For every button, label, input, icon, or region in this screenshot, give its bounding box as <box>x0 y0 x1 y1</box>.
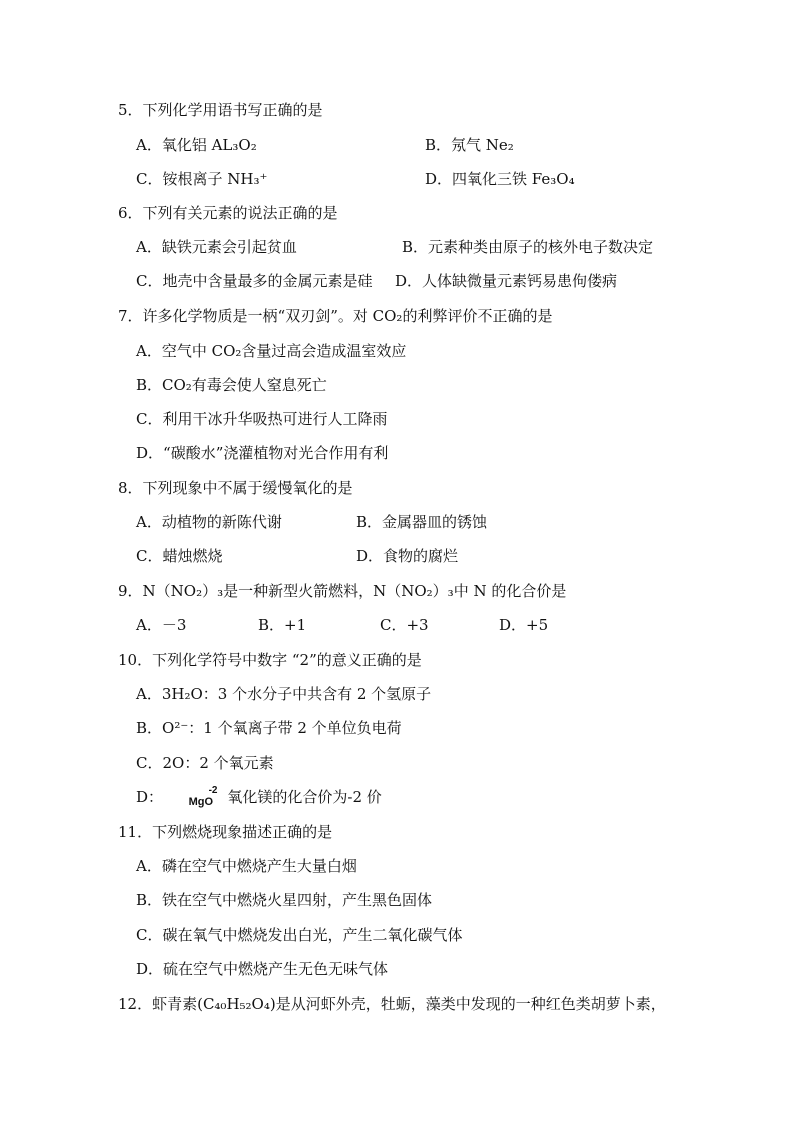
question-6-stem: 6．下列有关元素的说法正确的是 <box>118 204 338 222</box>
mgo-formula-text: MgO <box>188 796 214 808</box>
question-7-option-a: A．空气中 CO₂含量过高会造成温室效应 <box>136 342 407 360</box>
question-10-option-a: A．3H₂O：3 个水分子中共含有 2 个氢原子 <box>136 685 432 703</box>
question-10-option-d-text: 氧化镁的化合价为-2 价 <box>227 788 382 806</box>
question-8-option-a: A．动植物的新陈代谢 <box>136 513 282 531</box>
question-11-option-b: B．铁在空气中燃烧火星四射，产生黑色固体 <box>136 891 433 909</box>
question-6-option-c: C．地壳中含量最多的金属元素是硅 <box>136 272 373 290</box>
question-7-option-d: D．“碳酸水”浇灌植物对光合作用有利 <box>136 444 389 462</box>
question-9-option-c: C．+3 <box>380 616 429 634</box>
question-7-stem: 7．许多化学物质是一柄“双刃剑”。对 CO₂的利弊评价不正确的是 <box>118 307 553 325</box>
question-9-option-a: A．－3 <box>136 616 187 634</box>
question-11-stem: 11．下列燃烧现象描述正确的是 <box>118 823 333 841</box>
mgo-formula-image <box>188 785 223 808</box>
question-10-stem: 10．下列化学符号中数字 “2”的意义正确的是 <box>118 651 422 669</box>
question-7-option-b: B．CO₂有毒会使人窒息死亡 <box>136 376 327 394</box>
question-5-option-b: B．氖气 Ne₂ <box>425 136 514 154</box>
question-10-option-d <box>136 787 382 808</box>
question-8-option-d: D．食物的腐烂 <box>356 547 459 565</box>
question-5-option-c: C．铵根离子 NH₃⁺ <box>136 170 268 188</box>
question-5-option-d: D．四氧化三铁 Fe₃O₄ <box>425 170 575 188</box>
question-11-option-d: D．硫在空气中燃烧产生无色无味气体 <box>136 960 389 978</box>
question-9-option-d: D．+5 <box>499 616 549 634</box>
question-5-stem: 5．下列化学用语书写正确的是 <box>118 101 323 119</box>
question-10-option-d-label: D： <box>136 788 164 806</box>
question-9-option-b: B．+1 <box>258 616 307 634</box>
mgo-charge-text: -2 <box>208 785 218 796</box>
question-6-option-b: B．元素种类由原子的核外电子数决定 <box>402 238 654 256</box>
question-6-option-d: D．人体缺微量元素钙易患佝偻病 <box>395 272 618 290</box>
question-8-option-b: B．金属器皿的锈蚀 <box>356 513 488 531</box>
question-5-option-a: A．氧化铝 AL₃O₂ <box>136 136 257 154</box>
question-11-option-c: C．碳在氧气中燃烧发出白光，产生二氧化碳气体 <box>136 926 463 944</box>
question-10-option-b: B．O²⁻：1 个氧离子带 2 个单位负电荷 <box>136 719 402 737</box>
question-9-stem: 9．N（NO₂）₃是一种新型火箭燃料，N（NO₂）₃中 N 的化合价是 <box>118 582 567 600</box>
question-12-stem: 12．虾青素(C₄₀H₅₂O₄)是从河虾外壳，牡蛎，藻类中发现的一种红色类胡萝卜素， <box>118 995 666 1013</box>
question-7-option-c: C．利用干冰升华吸热可进行人工降雨 <box>136 410 388 428</box>
question-8-option-c: C．蜡烛燃烧 <box>136 547 223 565</box>
question-11-option-a: A．磷在空气中燃烧产生大量白烟 <box>136 857 357 875</box>
question-10-option-c: C．2O：2 个氧元素 <box>136 754 274 772</box>
question-8-stem: 8．下列现象中不属于缓慢氧化的是 <box>118 479 353 497</box>
question-6-option-a: A．缺铁元素会引起贫血 <box>136 238 297 256</box>
